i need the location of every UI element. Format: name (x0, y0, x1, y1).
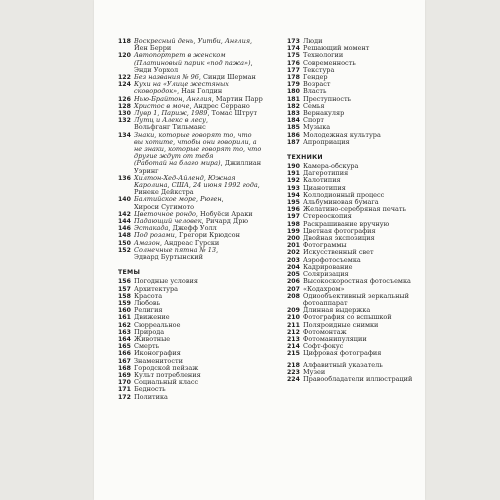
work-title: Лутц и Алекс в лесу (134, 116, 206, 125)
page-number: 184 (287, 117, 300, 125)
entry-title: Дагеротипия (303, 169, 349, 178)
page-number: 214 (287, 343, 300, 351)
page-number: 132 (118, 117, 131, 125)
entry-title: Технологии (303, 51, 344, 60)
author-name: , Андрес Серрано (189, 101, 250, 110)
page-number: 130 (118, 110, 131, 118)
page-number: 181 (287, 95, 300, 103)
page-number: 173 (287, 38, 300, 45)
author-name: , Джефф Уолл (168, 224, 217, 233)
entry-title: Поляроидные снимки (303, 320, 379, 329)
author-name: , Ринеке Дейкстра (134, 181, 260, 197)
entry-title: Семья (303, 101, 325, 110)
entry-title: Погодные условия (134, 277, 198, 286)
page-number: 177 (287, 66, 300, 74)
page-number: 196 (287, 206, 300, 214)
work-title: Лувр 1, Париж, 1989 (134, 109, 208, 118)
entry-title: Решающий момент (303, 44, 370, 53)
page-number: 182 (287, 102, 300, 110)
page-number: 180 (287, 88, 300, 96)
entry-title: Фотограммы (303, 241, 347, 250)
entry-title: Цианотипия (303, 183, 346, 192)
entry-title (134, 117, 268, 131)
book-page (94, 0, 425, 500)
entry-title (134, 81, 268, 95)
entry-title: Движение (134, 313, 170, 322)
entry-title: Алфавитный указатель (303, 360, 383, 369)
works-list (118, 38, 268, 261)
page-number: 176 (287, 59, 300, 67)
work-title: Под розами (134, 231, 175, 240)
toc-entry (287, 139, 419, 146)
page-number: 190 (287, 163, 300, 171)
author-name: , Андреас Гурски (159, 238, 220, 247)
entry-title (134, 38, 268, 52)
entry-title: Искусственный свет (303, 248, 374, 257)
entry-title: Современность (303, 58, 356, 67)
entry-title: Архитектура (134, 284, 179, 293)
author-name: , Хироси Сугимото (134, 195, 224, 211)
author-name: , Энди Уорхол (134, 58, 253, 74)
entry-title (134, 52, 268, 74)
work-title: Кухи на «Улице жестяных сковородок» (134, 80, 229, 96)
entry-title: Альбуминовая бумага (303, 198, 379, 207)
page-number: 208 (287, 292, 300, 300)
page-number: 158 (118, 292, 131, 300)
entry-title: Преступность (303, 94, 352, 103)
page-number: 170 (118, 379, 131, 387)
page-number: 211 (287, 321, 300, 329)
entry-title: Цифровая фотография (303, 349, 382, 358)
entry-title: Социальный класс (134, 378, 199, 387)
entry-title (134, 247, 268, 261)
work-title: Эстакада (134, 224, 169, 233)
techniques-section (287, 154, 419, 357)
page-number: 192 (287, 177, 300, 185)
author-name: , Ричард Дрю (201, 217, 249, 226)
themes-list (118, 278, 268, 400)
back-matter-list (287, 362, 419, 384)
left-column (118, 38, 268, 401)
page-number: 122 (118, 74, 131, 82)
techniques-heading: ТЕХНИКИ (287, 154, 323, 162)
page-number: 178 (287, 74, 300, 82)
techniques-list (287, 163, 419, 357)
work-title: Нью-Брайтон, Англия (134, 94, 212, 103)
entry-title: Гендер (303, 73, 328, 82)
entry-title: Текстура (303, 65, 335, 74)
page-number: 164 (118, 335, 131, 343)
toc-entry (118, 38, 268, 52)
author-name: , Джиллиан Уэринг (134, 159, 262, 175)
entry-title: Стереоскопия (303, 212, 352, 221)
page-number: 186 (287, 131, 300, 139)
themes-continued-list (287, 38, 419, 146)
page-number: 198 (287, 220, 300, 228)
toc-entry (118, 247, 268, 261)
page-number: 136 (118, 174, 131, 182)
entry-title (134, 132, 268, 175)
page-number: 183 (287, 110, 300, 118)
page-number: 203 (287, 256, 300, 264)
page-number: 172 (118, 393, 131, 401)
themes-heading: ТЕМЫ (118, 269, 141, 277)
page-number: 156 (118, 278, 131, 286)
entry-title: Коллодионный процесс (303, 190, 385, 199)
entry-title: Длинная выдержка (303, 306, 371, 315)
work-title: Без названия № 96 (134, 73, 199, 82)
entry-title: Спорт (303, 116, 324, 125)
work-title: Хилтон-Хед-Айленд, Южная Каролина, США, 24 июня 1992 года (134, 173, 258, 190)
entry-title: Камера-обскура (303, 162, 359, 171)
toc-entry (118, 394, 268, 401)
page-number: 193 (287, 184, 300, 192)
page-number: 124 (118, 81, 131, 89)
page-number: 202 (287, 249, 300, 257)
page-number: 118 (118, 38, 131, 45)
entry-title (134, 196, 268, 210)
entry-title: Музыка (303, 123, 331, 132)
work-title: Христос в моче (134, 101, 190, 110)
entry-title: Красота (134, 291, 163, 300)
entry-title (134, 175, 268, 197)
page-number: 205 (287, 271, 300, 279)
page-number: 169 (118, 371, 131, 379)
right-column (287, 38, 419, 383)
entry-title: Фотомонтаж (303, 327, 347, 336)
entry-title: Власть (303, 87, 327, 96)
toc-entry (118, 196, 268, 210)
page-number: 224 (287, 375, 300, 383)
entry-title: Животные (134, 334, 171, 343)
page-number: 201 (287, 242, 300, 250)
toc-entry (118, 52, 268, 74)
themes-section (118, 269, 268, 400)
entry-title: Калотипия (303, 176, 341, 185)
entry-title: Сюрреальное (134, 320, 181, 329)
entry-title: Правообладатели иллюстраций (303, 374, 413, 383)
page-number: 168 (118, 364, 131, 372)
work-title: Автопортрет в женском (Платиновый парик «под пажа») (134, 51, 251, 67)
entry-title: Высокоскоростная фотосъемка (303, 277, 411, 286)
page-number: 215 (287, 350, 300, 358)
page-number: 185 (287, 124, 300, 132)
page-number: 146 (118, 225, 131, 233)
page-number: 210 (287, 314, 300, 322)
page-number: 200 (287, 235, 300, 243)
page-number: 195 (287, 199, 300, 207)
toc-entry (118, 175, 268, 197)
entry-title: «Кодахром» (303, 284, 345, 293)
page-number: 199 (287, 227, 300, 235)
work-title: Воскресный день, Уитби, Англия, (134, 37, 253, 45)
page-number: 174 (287, 45, 300, 53)
work-title: Знаки, которые говорят то, что вы хотите, чтобы они говорили, а не знаки, которые говорят то, что другие ждут от тебя (Работай на благо мира) (134, 130, 262, 168)
page-number: 212 (287, 328, 300, 336)
entry-title: Одиообъективный зеркальный фотоаппарат (303, 291, 409, 307)
entry-title: Аэрофотосъемка (303, 255, 361, 264)
toc-entry (118, 117, 268, 131)
toc-entry (287, 293, 419, 307)
author-name: , Мартин Парр (211, 94, 263, 103)
entry-title: Апроприация (303, 137, 350, 146)
author-name: Йен Берри (134, 44, 172, 53)
page-number: 194 (287, 191, 300, 199)
work-title: Падающий человек (134, 217, 202, 226)
work-title: Цветочное рондо (134, 209, 196, 218)
entry-title: Желатино-серебряная печать (303, 205, 407, 214)
page-number: 161 (118, 314, 131, 322)
author-name: , Эдвард Буртынский (134, 245, 219, 262)
page-number: 175 (287, 52, 300, 60)
page-number: 142 (118, 210, 131, 218)
page-number: 187 (287, 138, 300, 146)
entry-title: Природа (134, 327, 165, 336)
author-name: , Вольфганг Тильманс (134, 116, 209, 132)
entry-title: Музеи (303, 367, 326, 376)
entry-title: Смерть (134, 342, 160, 351)
page-number: 150 (118, 239, 131, 247)
author-name: , Томас Штрут (207, 109, 258, 118)
author-name: , Нан Голдин (177, 87, 223, 96)
entry-title: Соляризация (303, 270, 349, 279)
author-name: , Грегори Крюдсон (174, 231, 240, 240)
work-title: Балтийское море, Рюген (134, 195, 222, 204)
page-number: 126 (118, 95, 131, 103)
page-number: 209 (287, 307, 300, 315)
toc-entry (118, 132, 268, 175)
toc-entry (287, 376, 419, 383)
page-number: 140 (118, 196, 131, 204)
page-number: 148 (118, 232, 131, 240)
page-number: 144 (118, 218, 131, 226)
page-number: 157 (118, 285, 131, 293)
page-number: 197 (287, 213, 300, 221)
work-title: Солнечные пятна № 13 (134, 245, 217, 254)
entry-title: Религия (134, 306, 163, 315)
page-number: 207 (287, 285, 300, 293)
page-number: 162 (118, 321, 131, 329)
page-number: 152 (118, 246, 131, 254)
entry-title: Молодежная культура (303, 130, 381, 139)
entry-title: Фотография со вспышкой (303, 313, 392, 322)
entry-title: Городской пейзаж (134, 363, 199, 372)
entry-title: Цветная фотография (303, 226, 376, 235)
entry-title: Раскрашивание вручную (303, 219, 390, 228)
page-number: 134 (118, 131, 131, 139)
page-number: 171 (118, 386, 131, 394)
toc-entry (118, 81, 268, 95)
page-number: 213 (287, 335, 300, 343)
entry-title: Кадрирование (303, 262, 353, 271)
entry-title: Люди (303, 37, 323, 45)
entry-title: Знаменитости (134, 356, 183, 365)
author-name: , Нобуёси Араки (195, 209, 253, 218)
toc-entry (287, 350, 419, 357)
page-number: 179 (287, 81, 300, 89)
work-title: Амазон (134, 238, 160, 247)
page-number: 204 (287, 263, 300, 271)
entry-title: Иконография (134, 349, 181, 358)
entry-title: Фотоманипуляции (303, 334, 367, 343)
page-number: 165 (118, 343, 131, 351)
page-number: 128 (118, 102, 131, 110)
entry-title: Возраст (303, 80, 331, 89)
entry-title: Культ потребления (134, 370, 201, 379)
page-number: 206 (287, 278, 300, 286)
page-number: 159 (118, 299, 131, 307)
page-number: 191 (287, 170, 300, 178)
page-number: 166 (118, 350, 131, 358)
entry-title: Двойная экспозиция (303, 234, 375, 243)
page-number: 120 (118, 52, 131, 60)
entry-title: Вернакуляр (303, 109, 345, 118)
entry-title: Софт-фокус (303, 342, 344, 351)
page-number: 218 (287, 361, 300, 369)
entry-title: Любовь (134, 298, 161, 307)
entry-title: Политика (134, 392, 168, 401)
page-number: 160 (118, 307, 131, 315)
entry-title: Бедность (134, 385, 166, 394)
page-number: 223 (287, 368, 300, 376)
page-number: 163 (118, 328, 131, 336)
page-number: 167 (118, 357, 131, 365)
author-name: , Синди Шерман (198, 73, 256, 82)
